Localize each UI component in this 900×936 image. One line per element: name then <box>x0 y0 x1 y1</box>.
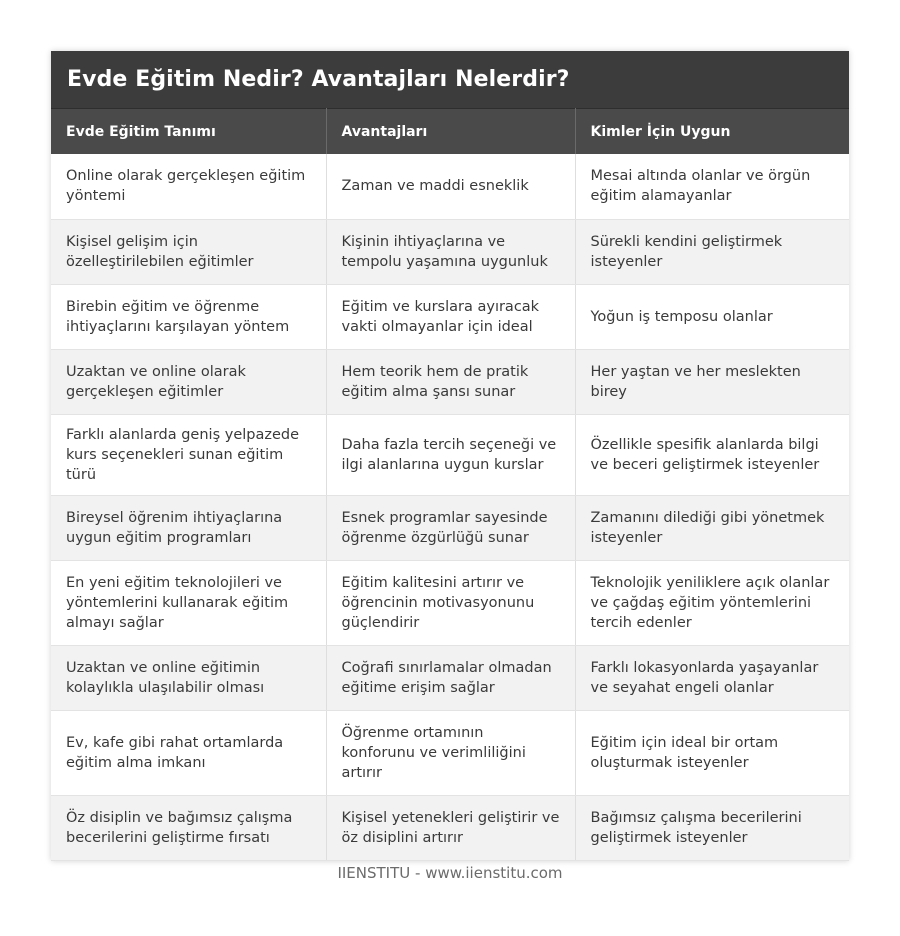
table-body <box>51 154 849 860</box>
table-row <box>51 710 849 795</box>
table-cell: En yeni eğitim teknolojileri ve yöntemlerini kullanarak eğitim almayı sağlar <box>51 560 326 645</box>
table-cell: Farklı alanlarda geniş yelpazede kurs seçenekleri sunan eğitim türü <box>51 414 326 495</box>
table-cell: Online olarak gerçekleşen eğitim yöntemi <box>51 154 326 219</box>
table-cell: Özellikle spesifik alanlarda bilgi ve beceri geliştirmek isteyenler <box>575 414 849 495</box>
table-row <box>51 495 849 560</box>
table-cell: Yoğun iş temposu olanlar <box>575 284 849 349</box>
table-row <box>51 284 849 349</box>
table-row <box>51 645 849 710</box>
table-cell: Uzaktan ve online eğitimin kolaylıkla ulaşılabilir olması <box>51 645 326 710</box>
table-cell: Teknolojik yeniliklere açık olanlar ve çağdaş eğitim yöntemlerini tercih edenler <box>575 560 849 645</box>
table-title: Evde Eğitim Nedir? Avantajları Nelerdir? <box>51 51 849 108</box>
column-header-definition: Evde Eğitim Tanımı <box>51 109 326 155</box>
table-cell: Birebin eğitim ve öğrenme ihtiyaçlarını karşılayan yöntem <box>51 284 326 349</box>
table-cell: Zamanını dilediği gibi yönetmek isteyenler <box>575 495 849 560</box>
table-cell: Hem teorik hem de pratik eğitim alma şansı sunar <box>326 349 575 414</box>
table-cell: Kişinin ihtiyaçlarına ve tempolu yaşamına uygunluk <box>326 219 575 284</box>
table-cell: Eğitim kalitesini artırır ve öğrencinin motivasyonunu güçlendirir <box>326 560 575 645</box>
table-row <box>51 349 849 414</box>
table-cell: Daha fazla tercih seçeneği ve ilgi alanlarına uygun kurslar <box>326 414 575 495</box>
column-header-suitable-for: Kimler İçin Uygun <box>575 109 849 155</box>
header-row <box>51 109 849 155</box>
table-cell: Eğitim için ideal bir ortam oluşturmak isteyenler <box>575 710 849 795</box>
table-cell: Öz disiplin ve bağımsız çalışma becerilerini geliştirme fırsatı <box>51 795 326 860</box>
footer-credit: IIENSTITU - www.iienstitu.com <box>337 864 563 882</box>
table-row <box>51 560 849 645</box>
table-cell: Her yaştan ve her meslekten birey <box>575 349 849 414</box>
column-header-advantages: Avantajları <box>326 109 575 155</box>
education-table <box>51 108 849 861</box>
table-cell: Esnek programlar sayesinde öğrenme özgürlüğü sunar <box>326 495 575 560</box>
table-header <box>51 109 849 155</box>
table-cell: Ev, kafe gibi rahat ortamlarda eğitim alma imkanı <box>51 710 326 795</box>
table-row <box>51 154 849 219</box>
table-cell: Kişisel yetenekleri geliştirir ve öz disiplini artırır <box>326 795 575 860</box>
table-cell: Sürekli kendini geliştirmek isteyenler <box>575 219 849 284</box>
table-row <box>51 219 849 284</box>
table-cell: Uzaktan ve online olarak gerçekleşen eğitimler <box>51 349 326 414</box>
table-cell: Coğrafi sınırlamalar olmadan eğitime erişim sağlar <box>326 645 575 710</box>
table-cell: Öğrenme ortamının konforunu ve verimliliğini artırır <box>326 710 575 795</box>
table-row <box>51 414 849 495</box>
table-cell: Bağımsız çalışma becerilerini geliştirmek isteyenler <box>575 795 849 860</box>
table-card <box>51 51 849 861</box>
table-cell: Farklı lokasyonlarda yaşayanlar ve seyahat engeli olanlar <box>575 645 849 710</box>
table-cell: Zaman ve maddi esneklik <box>326 154 575 219</box>
table-cell: Eğitim ve kurslara ayıracak vakti olmayanlar için ideal <box>326 284 575 349</box>
table-cell: Bireysel öğrenim ihtiyaçlarına uygun eğitim programları <box>51 495 326 560</box>
table-cell: Mesai altında olanlar ve örgün eğitim alamayanlar <box>575 154 849 219</box>
table-cell: Kişisel gelişim için özelleştirilebilen eğitimler <box>51 219 326 284</box>
table-row <box>51 795 849 860</box>
